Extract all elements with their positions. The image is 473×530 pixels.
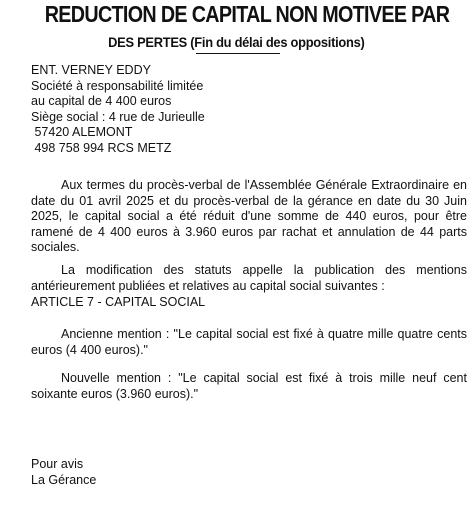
company-legal-form: Société à responsabilité limitée	[31, 78, 204, 93]
company-rcs: 498 758 994 RCS METZ	[31, 140, 172, 155]
paragraph-statutes-modification: La modification des statuts appelle la publication des mentions antérieurement publiées et relatives au capital social suivantes :	[31, 263, 467, 293]
notice-subtitle	[0, 34, 473, 50]
company-capital: au capital de 4 400 euros	[31, 94, 172, 108]
company-address: Siège social : 4 rue de Jurieulle	[31, 109, 205, 124]
title-divider	[196, 53, 280, 54]
notice-subtitle-text: DES PERTES (Fin du délai des oppositions)	[108, 34, 365, 50]
article-heading: ARTICLE 7 - CAPITAL SOCIAL	[31, 295, 206, 309]
paragraph-assembly-decision: Aux termes du procès-verbal de l'Assemblée Générale Extraordinaire en date du 01 avril 2025 et du procès-verbal de la gérance en date du 30 Juin 2025, le capital social a été réduit d'une somme de 440 euros, pour être ramené de 4 400 euros à 3.960 euros par rachat et annulation de 44 parts sociales.	[31, 178, 467, 254]
company-name: ENT. VERNEY EDDY	[31, 63, 151, 77]
new-mention: Nouvelle mention : "Le capital social est fixé à trois mille neuf cent soixante euros (3.960 euros)."	[31, 371, 467, 401]
old-mention: Ancienne mention : "Le capital social est fixé à quatre mille quatre cents euros (4 400 euros)."	[31, 327, 467, 357]
signature-line-notice: Pour avis	[31, 457, 84, 471]
company-block	[31, 63, 205, 156]
signature-block	[31, 457, 96, 488]
signature-line-management: La Gérance	[31, 472, 97, 487]
company-city: 57420 ALEMONT	[31, 125, 133, 139]
notice-title: REDUCTION DE CAPITAL NON MOTIVEE PAR	[44, 1, 450, 27]
